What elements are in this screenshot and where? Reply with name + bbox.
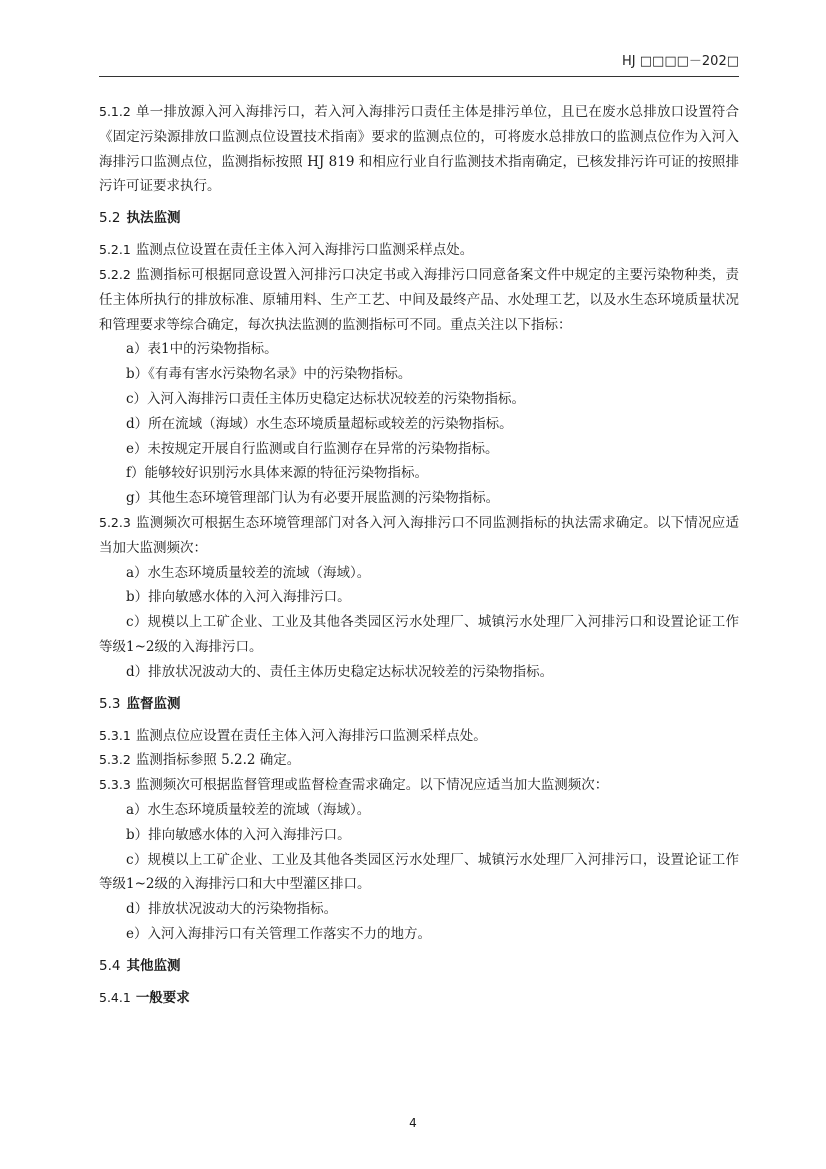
- section-number: 5.4: [99, 957, 121, 974]
- section-title: 监督监测: [126, 695, 181, 712]
- section-5-2-heading: [99, 206, 739, 230]
- list-item: c）规模以上工矿企业、工业及其他各类园区污水处理厂、城镇污水处理厂入河排污口，设置论证工作等级1~2级的入海排污口和大中型灌区排口。: [99, 851, 739, 893]
- list-item: g）其他生态环境管理部门认为有必要开展监测的污染物指标。: [126, 490, 500, 507]
- clause-5-4-1: [99, 986, 739, 1011]
- clause-text: 监测指标可根据同意设置入河排污口决定书或入海排污口同意备案文件中规定的主要污染物种类，责任主体所执行的排放标准、原辅用料、生产工艺、中间及最终产品、水处理工艺，以及水生态环境质量状况和管理要求等综合确定，每次执法监测的监测指标可不同。重点关注以下指标：: [99, 266, 739, 333]
- section-5-3-heading: [99, 692, 739, 716]
- document-body: [99, 100, 739, 1011]
- clause-text: 单一排放源入河入海排污口，若入河入海排污口责任主体是排污单位，且已在废水总排放口设置符合《固定污染源排放口监测点位设置技术指南》要求的监测点位的，可将废水总排放口的监测点位作为入河入海排污口监测点位，监测指标按照 HJ 819 和相应行业自行监测技术指南确定，已核发排污许可证的按照排污许可证要求执行。: [99, 104, 739, 195]
- clause-text: 监测点位应设置在责任主体入河入海排污口监测采样点处。: [135, 727, 487, 744]
- list-item: d）排放状况波动大的、责任主体历史稳定达标状况较差的污染物指标。: [126, 663, 554, 680]
- list-item: c）入河入海排污口责任主体历史稳定达标状况较差的污染物指标。: [126, 390, 526, 407]
- list-item: c）规模以上工矿企业、工业及其他各类园区污水处理厂、城镇污水处理厂入河排污口和设置论证工作等级1~2级的入海排污口。: [99, 614, 739, 655]
- clause-5-3-1: [99, 724, 739, 749]
- clause-number: 5.3.3: [99, 777, 131, 793]
- list-item: e）入河入海排污口有关管理工作落实不力的地方。: [126, 925, 431, 942]
- clause-number: 5.1.2: [99, 104, 131, 119]
- list-item: f）能够较好识别污水具体来源的特征污染物指标。: [126, 465, 428, 482]
- clause-number: 5.4.1: [99, 989, 131, 1005]
- list-item: d）所在流域（海域）水生态环境质量超标或较差的污染物指标。: [126, 415, 513, 432]
- section-5-4-heading: [99, 954, 739, 978]
- clause-number: 5.3.2: [99, 752, 131, 768]
- list-item: b）《有毒有害水污染物名录》中的污染物指标。: [126, 366, 412, 383]
- clause-text: 监测指标参照 5.2.2 确定。: [135, 752, 301, 769]
- clause-text: 监测频次可根据监督管理或监督检查需求确定。以下情况应适当加大监测频次：: [135, 777, 609, 794]
- list-item: e）未按规定开展自行监测或自行监测存在异常的污染物指标。: [126, 440, 499, 457]
- list-item: a）水生态环境质量较差的流域（海域）。: [126, 564, 371, 581]
- list-item: b）排向敏感水体的入河入海排污口。: [126, 826, 351, 843]
- page-header: [99, 50, 739, 77]
- clause-number: 5.2.2: [99, 266, 131, 282]
- clause-5-2-3: [99, 511, 739, 561]
- standard-number: HJ □□□□－202□: [622, 54, 739, 69]
- list-item: b）排向敏感水体的入河入海排污口。: [126, 589, 351, 606]
- clause-5-1-2: [99, 100, 739, 199]
- section-title: 执法监测: [126, 210, 181, 227]
- clause-number: 5.3.1: [99, 727, 131, 743]
- clause-5-3-2: [99, 748, 739, 773]
- clause-number: 5.2.3: [99, 514, 131, 530]
- section-title: 其他监测: [126, 957, 181, 974]
- list-item: a）水生态环境质量较差的流域（海域）。: [126, 801, 371, 818]
- clause-text: 监测频次可根据生态环境管理部门对各入河入海排污口不同监测指标的执法需求确定。以下情况应适当加大监测频次：: [99, 514, 739, 556]
- page-number: 4: [409, 1116, 417, 1130]
- clause-5-2-1: [99, 238, 739, 263]
- section-number: 5.2: [99, 210, 121, 227]
- clause-text: 监测点位设置在责任主体入河入海排污口监测采样点处。: [135, 242, 474, 259]
- clause-title: 一般要求: [135, 989, 190, 1006]
- clause-5-2-2: [99, 263, 739, 337]
- clause-number: 5.2.1: [99, 242, 131, 258]
- list-item: a）表1中的污染物指标。: [126, 341, 278, 358]
- clause-5-3-3: [99, 773, 739, 798]
- list-item: d）排放状况波动大的污染物指标。: [126, 901, 338, 918]
- section-number: 5.3: [99, 695, 121, 712]
